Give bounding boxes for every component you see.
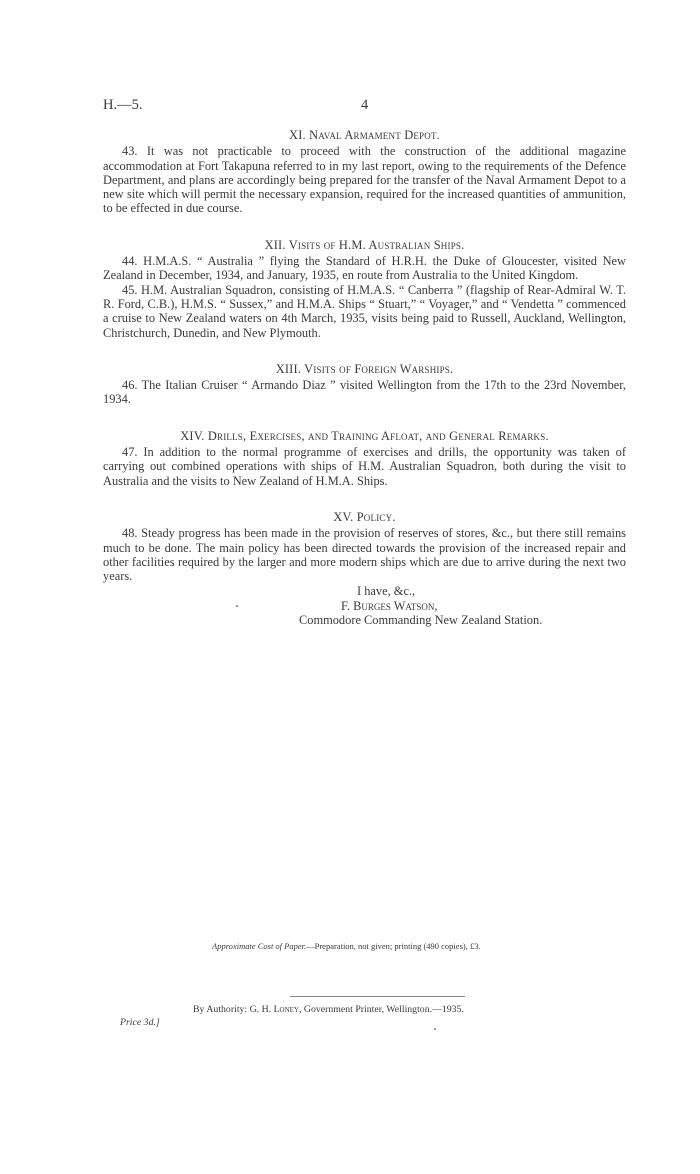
paragraph-46: 46. The Italian Cruiser “ Armando Diaz ” visited Wellington from the 17th to the 23rd November, 1934. bbox=[103, 378, 626, 407]
print-speck bbox=[434, 1028, 436, 1030]
cost-of-paper-note bbox=[212, 941, 552, 951]
section-heading: XV. Policy. bbox=[333, 509, 396, 524]
signature-closing: I have, &c., bbox=[357, 584, 416, 599]
section-drills-exercises bbox=[103, 429, 626, 488]
document-body bbox=[103, 128, 626, 627]
signature-surname: Burges Watson, bbox=[353, 598, 438, 613]
section-visits-foreign-warships bbox=[103, 362, 626, 407]
section-heading: XIV. Drills, Exercises, and Training Afloat, and General Remarks. bbox=[180, 428, 549, 443]
signature-initial: F. bbox=[341, 598, 354, 613]
cost-text: —Preparation, not given; printing (490 copies), £3. bbox=[306, 941, 481, 951]
authority-name: Loney bbox=[273, 1004, 299, 1015]
authority-suffix: , Government Printer, Wellington.—1935. bbox=[299, 1004, 464, 1015]
price-note: Price 3d.] bbox=[120, 1017, 160, 1028]
paragraph-45: 45. H.M. Australian Squadron, consisting of H.M.A.S. “ Canberra ” (flagship of Rear-Admiral W. T. R. Ford, C.B.), H.M.S. “ Sussex,” and H.M.A. Ships “ Stuart,” “ Voyager,” and “ Vendetta ” commenced a cruise to New Zealand waters on 4th March, 1935, visits being paid to Russell, Auckland, Wellington, Christchurch, Dunedin, and New Plymouth. bbox=[103, 282, 626, 340]
authority-prefix: By Authority: G. H. bbox=[193, 1004, 274, 1015]
paragraph-43: 43. It was not practicable to proceed with the construction of the additional magazine accommodation at Fort Takapuna referred to in my last report, owing to the requirements of the Defence Department, and plans are accordingly being prepared for the transfer of the Naval Armament Depot to a new site which will permit the necessary expansion, required for the increased quantities of ammunition, to be effected in due course. bbox=[103, 144, 626, 216]
paragraph-48: 48. Steady progress has been made in the provision of reserves of stores, &c., but there still remains much to be done. The main policy has been directed towards the provision of the increased repair and other facilities required by the larger and more modern ships which are due to arrive during the next two years. bbox=[103, 526, 626, 584]
signature-title: Commodore Commanding New Zealand Station. bbox=[299, 613, 543, 628]
signature-block bbox=[103, 584, 626, 627]
section-naval-armament-depot bbox=[103, 128, 626, 216]
printer-authority bbox=[193, 1004, 464, 1015]
print-speck bbox=[236, 605, 238, 607]
cost-label: Approximate Cost of Paper. bbox=[212, 941, 307, 951]
paragraph-47: 47. In addition to the normal programme of exercises and drills, the opportunity was taken of carrying out combined operations with ships of H.M. Australian Squadron, both during the visit to Australia and the visits to New Zealand of H.M.A. Ships. bbox=[103, 445, 626, 488]
footer-divider bbox=[290, 996, 465, 997]
signature-name bbox=[103, 599, 626, 613]
document-reference: H.—5. bbox=[103, 97, 143, 113]
section-visits-australian-ships bbox=[103, 238, 626, 340]
section-heading: XI. Naval Armament Depot. bbox=[289, 128, 440, 142]
section-heading: XII. Visits of H.M. Australian Ships. bbox=[264, 237, 465, 252]
page-number: 4 bbox=[361, 97, 369, 113]
section-policy bbox=[103, 510, 626, 583]
paragraph-44: 44. H.M.A.S. “ Australia ” flying the Standard of H.R.H. the Duke of Gloucester, visited New Zealand in December, 1934, and January, 1935, en route from Australia to the United Kingdom. bbox=[103, 254, 626, 283]
section-heading: XIII. Visits of Foreign Warships. bbox=[275, 361, 454, 376]
